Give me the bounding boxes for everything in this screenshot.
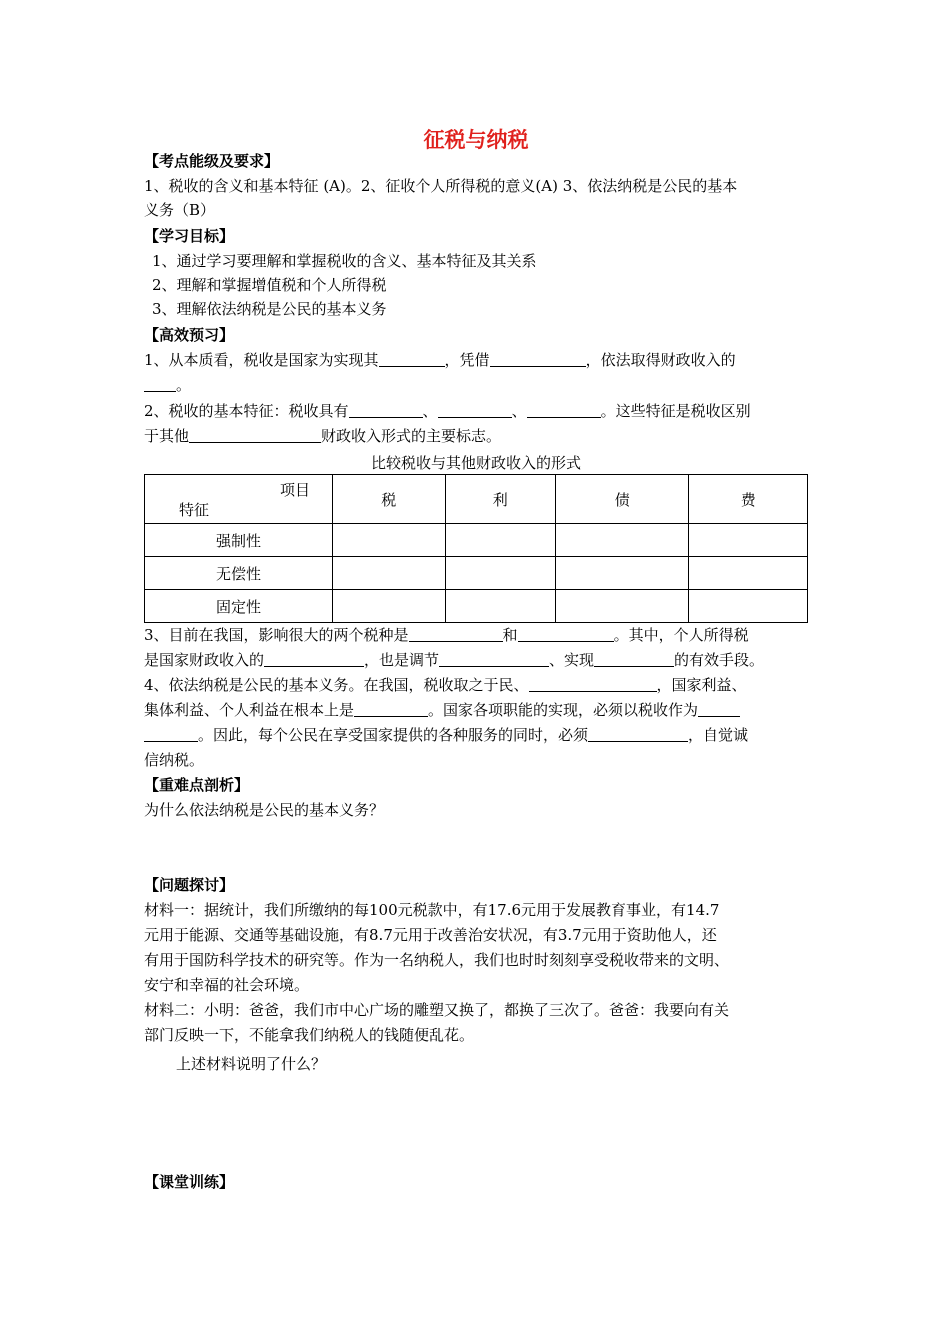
- requirements-line-2: 义务（B）: [144, 201, 216, 219]
- fill-blank[interactable]: [354, 700, 428, 717]
- fill-blank[interactable]: [409, 625, 503, 642]
- table-cell[interactable]: [333, 590, 446, 623]
- fill-blank[interactable]: [529, 675, 657, 692]
- preview-question-4-cont: [144, 698, 740, 722]
- fill-blank[interactable]: [189, 426, 321, 443]
- section-heading-requirements: 【考点能级及要求】: [144, 152, 280, 170]
- fill-blank[interactable]: [439, 650, 549, 667]
- row-header: 无偿性: [145, 557, 333, 590]
- q3-text: 。其中，个人所得税: [613, 626, 749, 644]
- q2-text: 于其他: [144, 427, 190, 445]
- q3-text: 是国家财政收入的: [144, 651, 265, 669]
- fill-blank[interactable]: [349, 401, 423, 418]
- fill-blank[interactable]: [379, 350, 445, 367]
- fill-blank[interactable]: [594, 650, 674, 667]
- material-1-line: 材料一：据统计，我们所缴纳的每100元税款中，有17.6元用于发展教育事业，有14.7: [144, 901, 720, 919]
- table-caption: 比较税收与其他财政收入的形式: [370, 454, 581, 472]
- section-heading-practice: 【课堂训练】: [144, 1173, 235, 1191]
- q2-text: 2、税收的基本特征：税收具有: [144, 402, 349, 420]
- column-header: 利: [445, 475, 556, 524]
- corner-label-features: 特征: [179, 501, 210, 519]
- q4-text: ，自觉诚: [688, 726, 749, 744]
- fill-blank[interactable]: [518, 625, 614, 642]
- q1-text: 。: [176, 376, 192, 394]
- q3-text: 、实现: [549, 651, 595, 669]
- corner-label-items: 项目: [279, 481, 310, 499]
- material-1-line: 安宁和幸福的社会环境。: [144, 976, 310, 994]
- preview-question-4-cont: 信纳税。: [144, 751, 205, 769]
- q4-text: 4、依法纳税是公民的基本义务。在我国，税收取之于民、: [144, 676, 529, 694]
- table-corner-cell: [145, 475, 333, 524]
- table-cell[interactable]: [556, 524, 689, 557]
- table-row: [145, 590, 808, 623]
- fill-blank[interactable]: [144, 725, 198, 742]
- table-cell[interactable]: [333, 557, 446, 590]
- table-cell[interactable]: [556, 557, 689, 590]
- table-cell[interactable]: [445, 590, 556, 623]
- key-question: 为什么依法纳税是公民的基本义务？: [144, 801, 385, 819]
- page-title: 征税与纳税: [423, 128, 529, 152]
- table-cell[interactable]: [689, 557, 808, 590]
- table-cell[interactable]: [689, 590, 808, 623]
- section-heading-key-points: 【重难点剖析】: [144, 776, 250, 794]
- q4-text: 集体利益、个人利益在根本上是: [144, 701, 355, 719]
- q2-text: 。这些特征是税收区别: [600, 402, 751, 420]
- comparison-table: [144, 474, 808, 623]
- material-1-line: 有用于国防科学技术的研究等。作为一名纳税人，我们也时时刻刻享受税收带来的文明、: [144, 951, 730, 969]
- preview-question-2-cont: [144, 424, 501, 448]
- q2-text: 、: [422, 402, 438, 420]
- column-header: 税: [333, 475, 446, 524]
- q4-text: 。国家各项职能的实现，必须以税收作为: [428, 701, 699, 719]
- fill-blank[interactable]: [264, 650, 364, 667]
- table-cell[interactable]: [445, 557, 556, 590]
- table-cell[interactable]: [445, 524, 556, 557]
- section-heading-preview: 【高效预习】: [144, 326, 235, 344]
- row-header: 强制性: [145, 524, 333, 557]
- column-header: 债: [556, 475, 689, 524]
- table-row: [145, 524, 808, 557]
- preview-question-4: [144, 673, 747, 697]
- fill-blank[interactable]: [698, 700, 740, 717]
- preview-question-1-cont: [144, 373, 191, 397]
- objective-item: 1、通过学习要理解和掌握税收的含义、基本特征及其关系: [152, 252, 537, 270]
- table-cell[interactable]: [689, 524, 808, 557]
- q4-text: ，国家利益、: [656, 676, 747, 694]
- q1-text: 1、从本质看，税收是国家为实现其: [144, 351, 379, 369]
- discussion-question: 上述材料说明了什么？: [176, 1055, 327, 1073]
- table-cell[interactable]: [333, 524, 446, 557]
- q2-text: 、: [511, 402, 527, 420]
- column-header: 费: [689, 475, 808, 524]
- material-1-line: 元用于能源、交通等基础设施，有8.7元用于改善治安状况，有3.7元用于资助他人，还: [144, 926, 717, 944]
- table-cell[interactable]: [556, 590, 689, 623]
- fill-blank[interactable]: [588, 725, 688, 742]
- preview-question-2: [144, 399, 751, 423]
- material-2-line: 部门反映一下，不能拿我们纳税人的钱随便乱花。: [144, 1026, 475, 1044]
- table-header-row: [145, 475, 808, 524]
- row-header: 固定性: [145, 590, 333, 623]
- table-row: [145, 557, 808, 590]
- q2-text: 财政收入形式的主要标志。: [321, 427, 502, 445]
- fill-blank[interactable]: [527, 401, 601, 418]
- preview-question-4-cont: [144, 723, 748, 747]
- fill-blank[interactable]: [438, 401, 512, 418]
- preview-question-3: [144, 623, 749, 647]
- q1-text: ，凭借: [444, 351, 490, 369]
- section-heading-objectives: 【学习目标】: [144, 227, 235, 245]
- q3-text: 的有效手段。: [674, 651, 765, 669]
- objective-item: 2、理解和掌握增值税和个人所得税: [152, 276, 387, 294]
- q3-text: 3、目前在我国，影响很大的两个税种是: [144, 626, 409, 644]
- q4-text: 。因此，每个公民在享受国家提供的各种服务的同时，必须: [198, 726, 589, 744]
- q3-text: 和: [502, 626, 518, 644]
- requirements-line-1: 1、税收的含义和基本特征 (A)。2、征收个人所得税的意义(A) 3、依法纳税是公民的基本: [144, 177, 738, 195]
- q1-text: ，依法取得财政收入的: [585, 351, 736, 369]
- objective-item: 3、理解依法纳税是公民的基本义务: [152, 300, 387, 318]
- preview-question-1: [144, 348, 736, 372]
- q3-text: ，也是调节: [364, 651, 440, 669]
- material-2-line: 材料二：小明：爸爸，我们市中心广场的雕塑又换了，都换了三次了。爸爸：我要向有关: [144, 1001, 730, 1019]
- section-heading-discussion: 【问题探讨】: [144, 876, 235, 894]
- preview-question-3-cont: [144, 648, 764, 672]
- fill-blank[interactable]: [144, 375, 176, 392]
- fill-blank[interactable]: [490, 350, 586, 367]
